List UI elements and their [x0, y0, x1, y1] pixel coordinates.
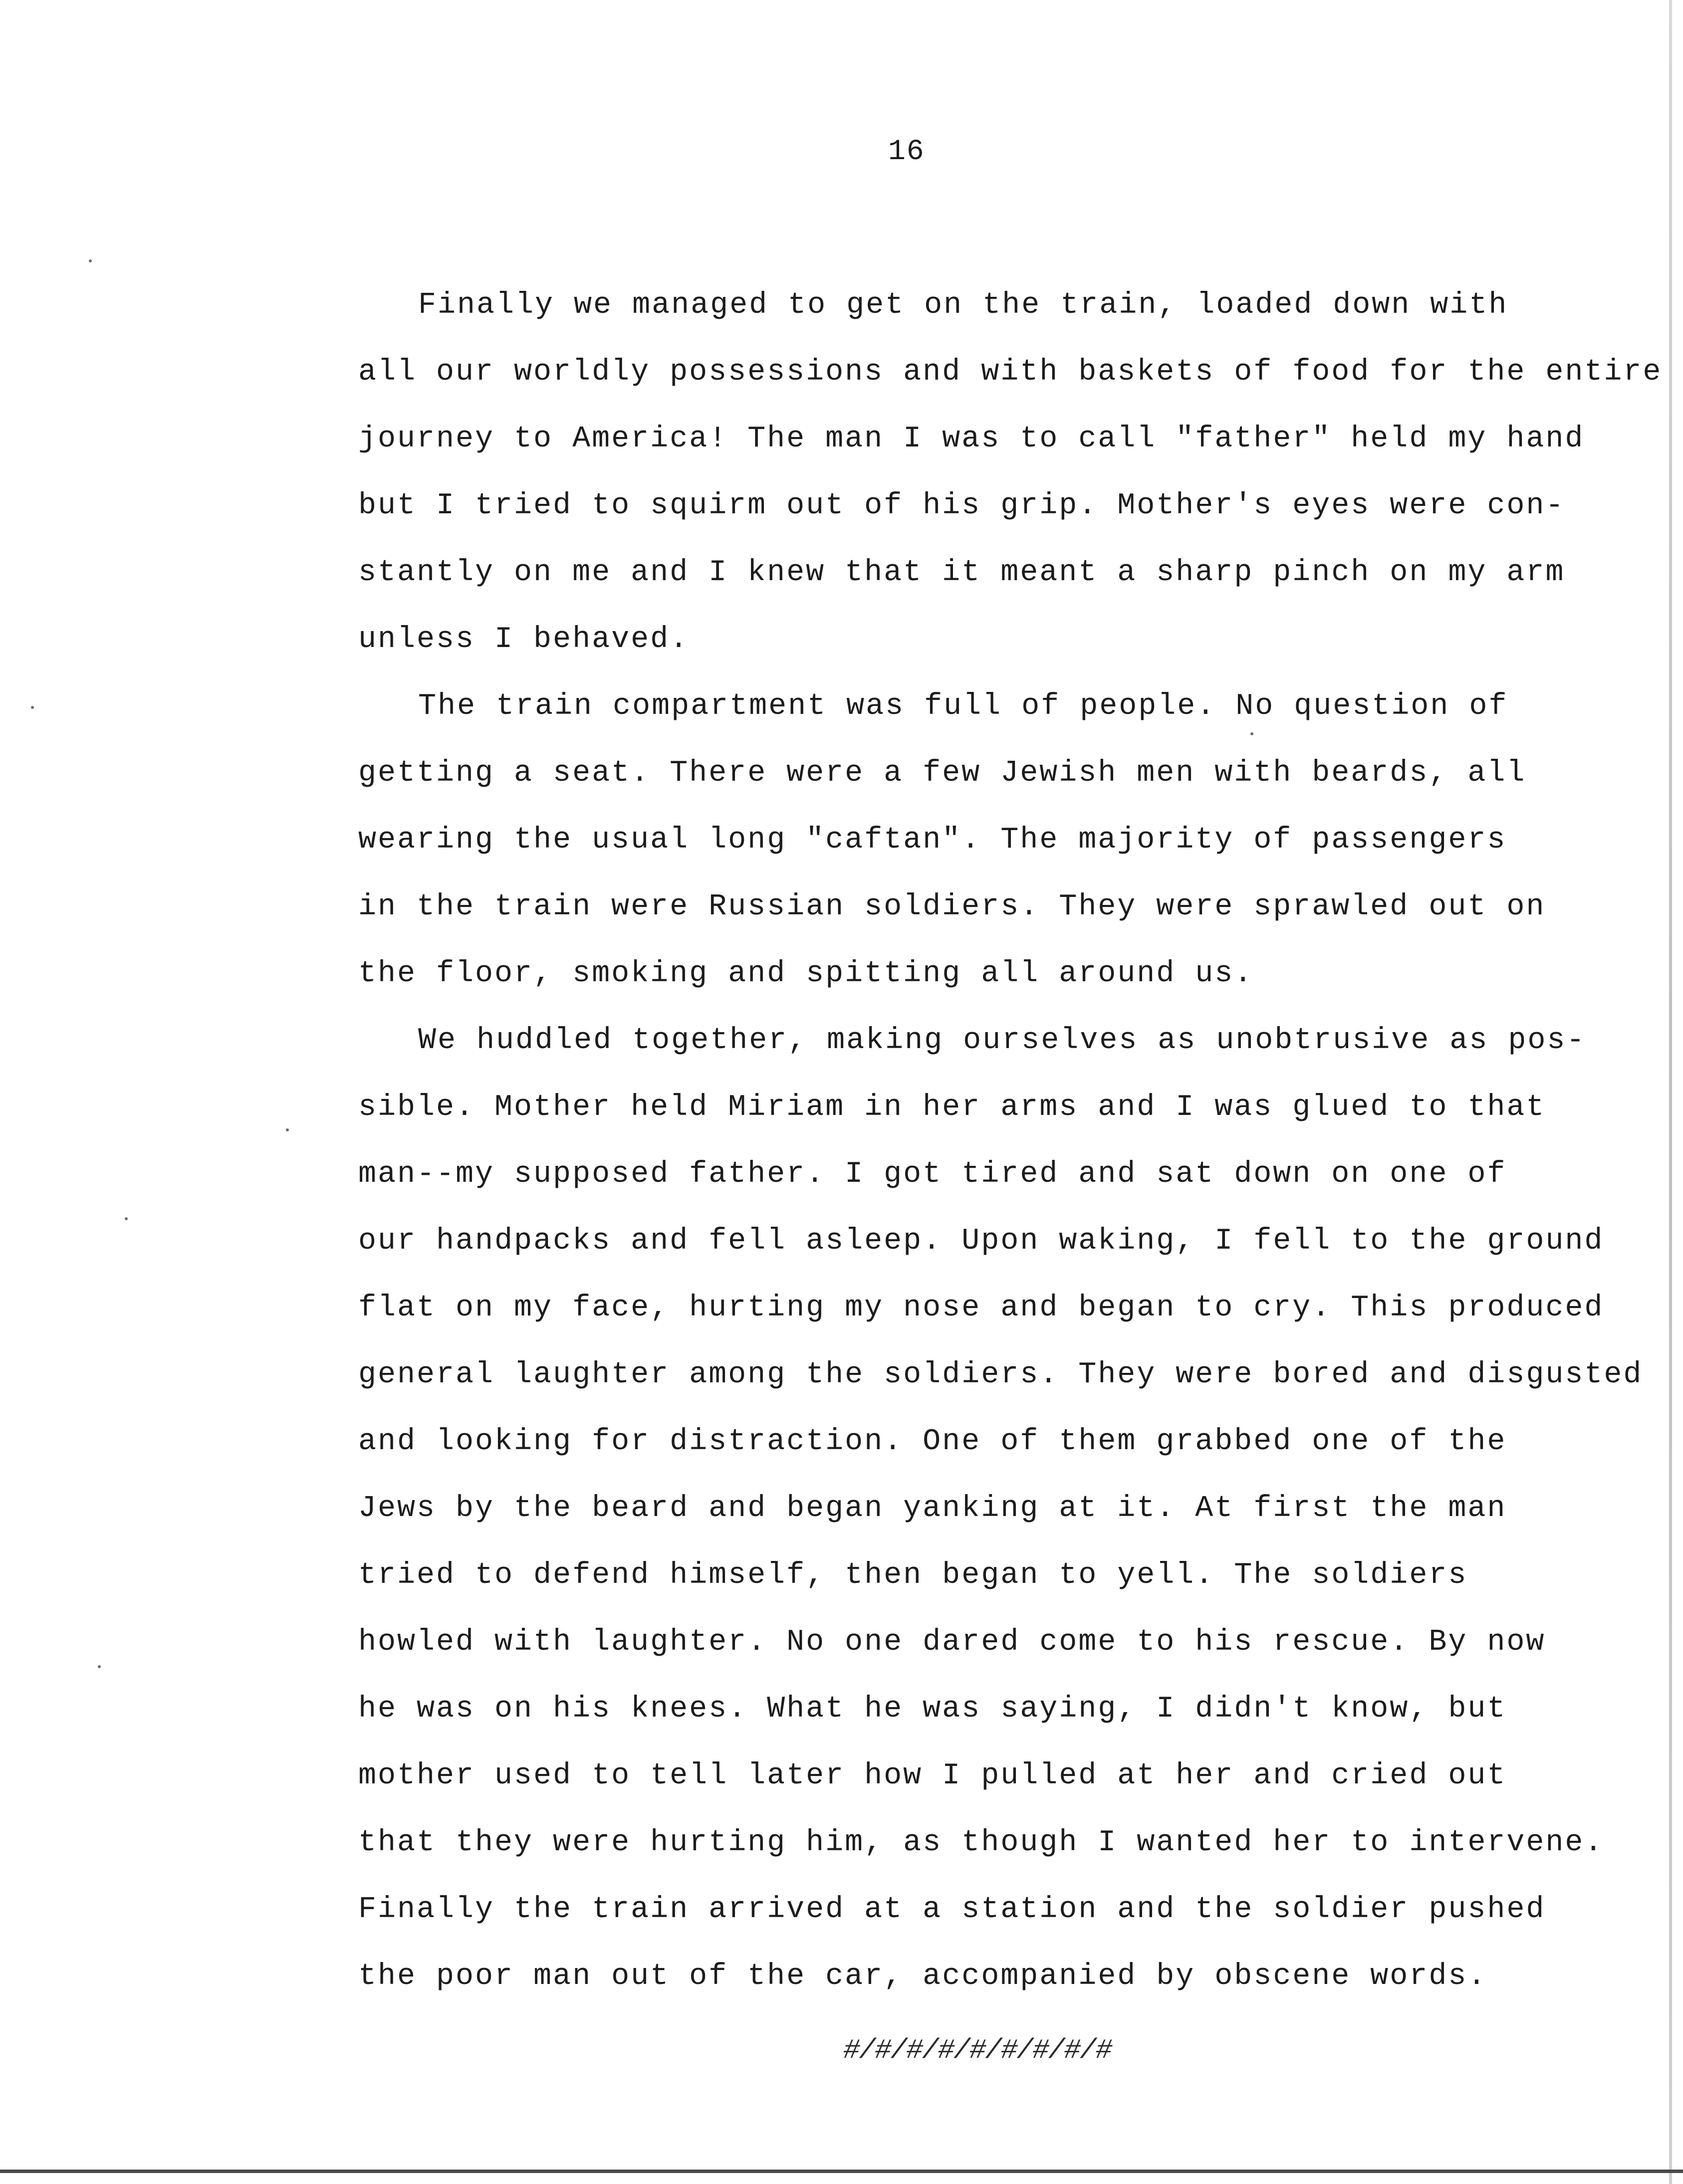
scan-speck — [286, 1128, 289, 1131]
paragraph-1 — [358, 272, 1663, 673]
text-line: getting a seat. There were a few Jewish men with beards, all — [358, 756, 1526, 790]
scan-right-edge — [1669, 0, 1672, 2184]
text-line: stantly on me and I knew that it meant a sharp pinch on my arm — [358, 556, 1565, 590]
text-line: and looking for distraction. One of them grabbed one of the — [358, 1425, 1507, 1459]
text-line: general laughter among the soldiers. They were bored and disgusted — [358, 1358, 1643, 1392]
text-line: but I tried to squirm out of his grip. Mother's eyes were con- — [358, 489, 1565, 523]
text-line: Finally the train arrived at a station and the soldier pushed — [358, 1893, 1546, 1927]
paragraph-2 — [358, 673, 1656, 1007]
scan-speck — [98, 1665, 101, 1668]
text-line: flat on my face, hurting my nose and began to cry. This produced — [358, 1291, 1604, 1325]
scan-speck — [1250, 732, 1253, 735]
text-line: The train compartment was full of people. No question of — [418, 689, 1508, 723]
text-line: in the train were Russian soldiers. They were sprawled out on — [358, 890, 1546, 924]
text-line: that they were hurting him, as though I wanted her to intervene. — [358, 1826, 1604, 1860]
text-line: wearing the usual long "caftan". The majority of passengers — [358, 823, 1507, 857]
text-line: We huddled together, making ourselves as unobtrusive as pos- — [418, 1024, 1586, 1058]
scan-bottom-edge — [0, 2170, 1683, 2173]
text-line: he was on his knees. What he was saying, I didn't know, but — [358, 1692, 1507, 1726]
text-line: Jews by the beard and began yanking at it. At first the man — [358, 1492, 1507, 1526]
text-line: our handpacks and fell asleep. Upon waking, I fell to the ground — [358, 1224, 1604, 1258]
text-line: sible. Mother held Miriam in her arms and I was glued to that — [358, 1091, 1546, 1124]
text-line: man--my supposed father. I got tired and sat down on one of — [358, 1157, 1507, 1191]
paragraph-3 — [358, 1007, 1656, 2010]
scan-speck — [89, 259, 92, 262]
scan-speck — [125, 1217, 128, 1220]
end-of-section-mark: #/#/#/#/#/#/#/#/# — [843, 2034, 1112, 2066]
text-line: Finally we managed to get on the train, loaded down with — [418, 288, 1508, 322]
text-line: the poor man out of the car, accompanied by obscene words. — [358, 1960, 1487, 1993]
scan-speck — [31, 706, 34, 709]
text-line: the floor, smoking and spitting all around us. — [358, 957, 1254, 991]
text-line: tried to defend himself, then began to yell. The soldiers — [358, 1558, 1468, 1592]
text-line: mother used to tell later how I pulled at her and cried out — [358, 1759, 1507, 1793]
text-line: howled with laughter. No one dared come to his rescue. By now — [358, 1625, 1546, 1659]
text-line: all our worldly possessions and with baskets of food for the entire — [358, 355, 1663, 389]
page-number: 16 — [888, 136, 925, 168]
body-text — [358, 272, 1663, 2010]
text-line: journey to America! The man I was to call "father" held my hand — [358, 422, 1585, 456]
text-line: unless I behaved. — [358, 623, 690, 656]
